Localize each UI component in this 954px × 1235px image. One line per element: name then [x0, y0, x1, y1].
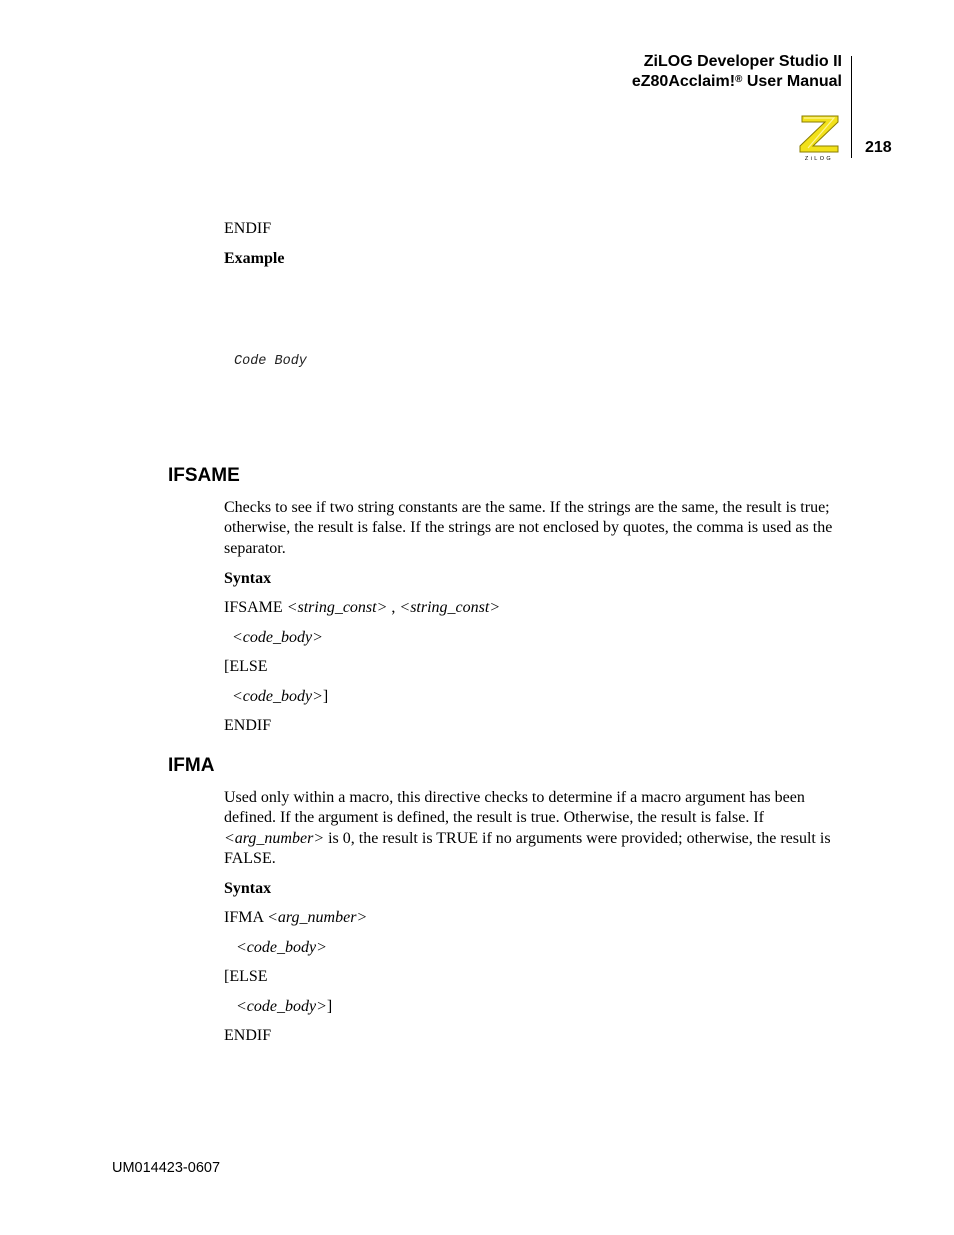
ifma-code-body: <code_body> [236, 939, 327, 956]
header-rule [851, 56, 852, 158]
ifma-syntax-line: IFMA <arg_number> [224, 909, 368, 926]
ifma-else: [ELSE [224, 968, 268, 985]
code-body-example: Code Body [234, 354, 307, 369]
page-number: 218 [865, 139, 892, 156]
example-label: Example [224, 250, 285, 267]
ifsame-code-body: <code_body> [232, 629, 323, 646]
ifma-code-body-close: <code_body>] [236, 998, 333, 1015]
zilog-logo [796, 112, 842, 162]
ifma-endif: ENDIF [224, 1027, 272, 1044]
header-title-line2: eZ80Acclaim!® User Manual [631, 73, 842, 90]
ifsame-code-body-close: <code_body>] [232, 688, 329, 705]
ifsame-description: Checks to see if two string constants are the same. If the strings are the same, the result is true; otherwise, the result is false. If the strings are not enclosed by quotes, the comma is used as the separator. [224, 499, 833, 557]
ifsame-syntax-label: Syntax [224, 570, 272, 587]
endif-text: ENDIF [224, 220, 272, 237]
ifsame-endif: ENDIF [224, 717, 272, 734]
ifma-heading: IFMA [168, 755, 215, 776]
ifma-syntax-label: Syntax [224, 880, 272, 897]
ifma-description: Used only within a macro, this directive checks to determine if a macro argument has been defined. If the argument is defined, the result is true. Otherwise, the result is false. If <arg_number> is 0, the result is TRUE if no arguments were provided; otherwise, the result is FALSE. [224, 789, 831, 867]
ifsame-heading: IFSAME [168, 465, 240, 486]
svg-text:ZiLOG: ZiLOG [804, 156, 834, 162]
registered-mark: ® [735, 74, 743, 85]
footer-doc-id: UM014423-0607 [112, 1160, 221, 1176]
header-title-line1: ZiLOG Developer Studio II [643, 53, 842, 70]
ifsame-else: [ELSE [224, 658, 268, 675]
ifsame-syntax-line: IFSAME <string_const> , <string_const> [224, 599, 501, 616]
